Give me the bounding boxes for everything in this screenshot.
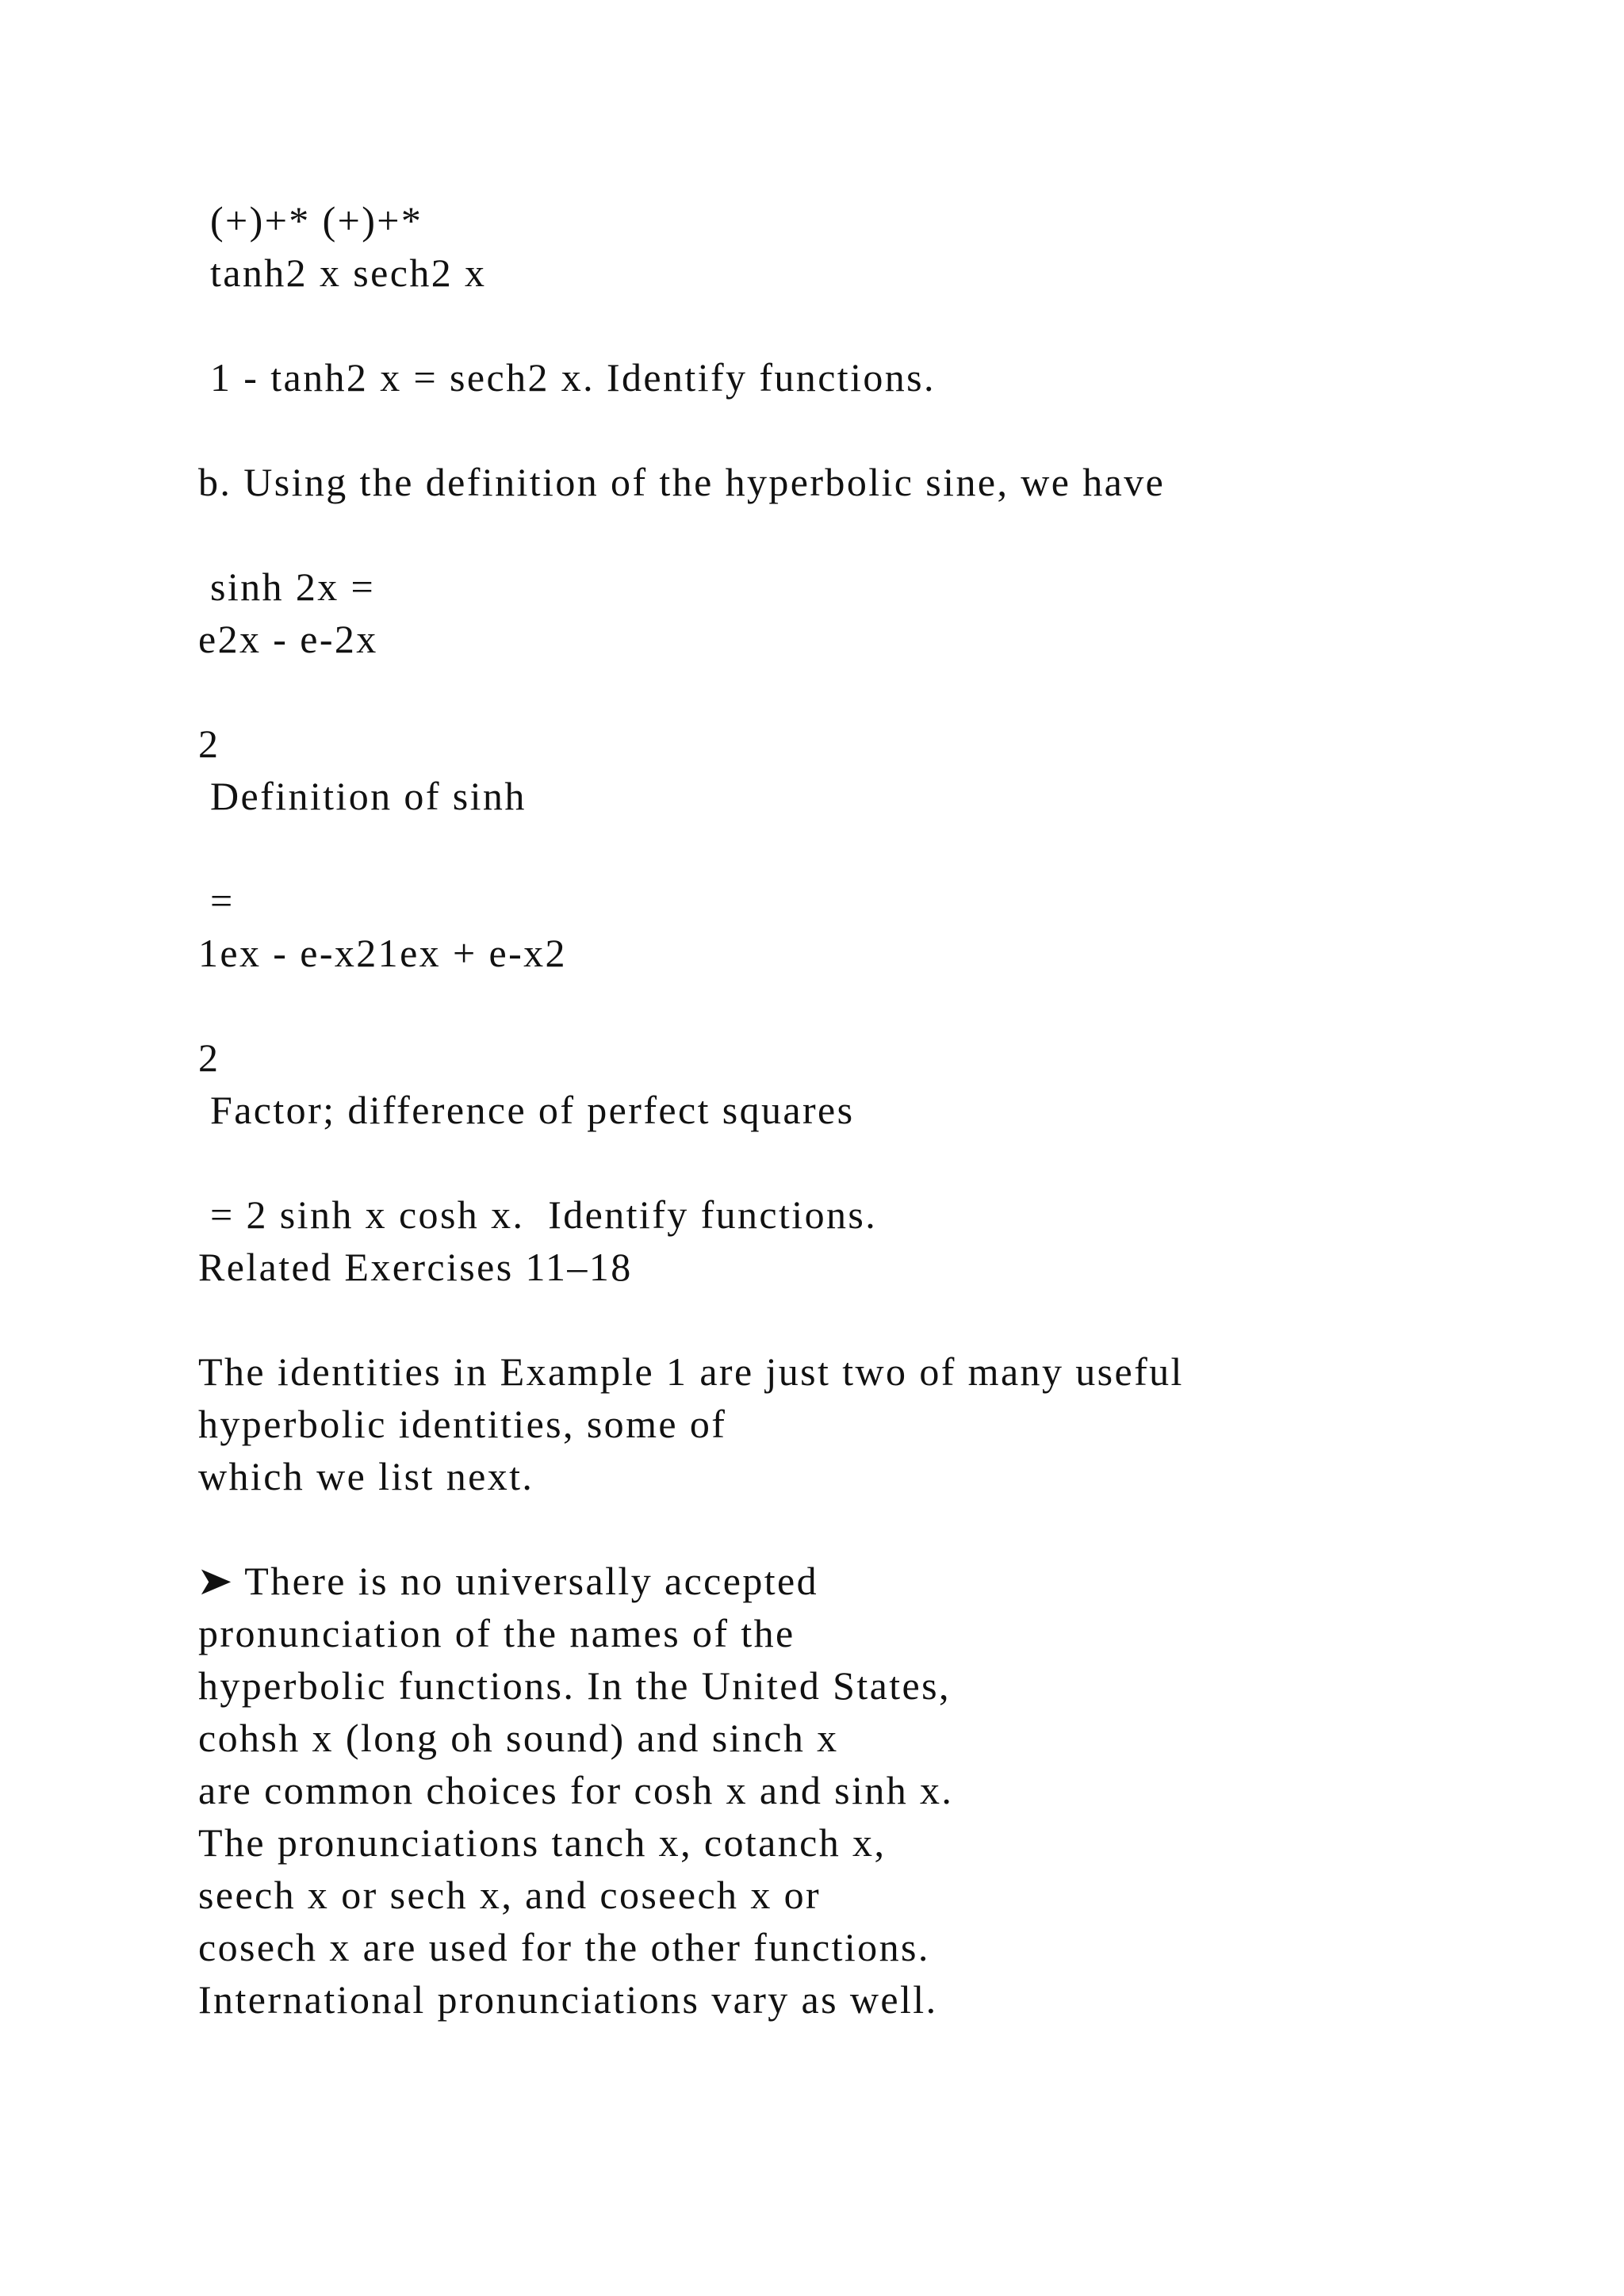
text-line: The pronunciations tanch x, cotanch x, [198, 1820, 887, 1865]
text-line: are common choices for cosh x and sinh x. [198, 1768, 954, 1812]
text-line: 1 - tanh2 x = sech2 x. Identify functions. [210, 355, 936, 400]
text-line: cosech x are used for the other functions. [198, 1925, 930, 1969]
text-line: seech x or sech x, and coseech x or [198, 1873, 822, 1917]
text-line: 2 [198, 1035, 220, 1080]
text-line: tanh2 x sech2 x [210, 251, 487, 295]
text-line: Factor; difference of perfect squares [210, 1088, 855, 1132]
text-line: b. Using the definition of the hyperbolic sine, we have [198, 460, 1166, 504]
arrow-icon: ➤ [196, 1559, 236, 1603]
text-line: e2x - e-2x [198, 617, 378, 661]
text-line: Related Exercises 11–18 [198, 1245, 633, 1289]
text-line: There is no universally accepted [244, 1559, 819, 1603]
margin-note-first-line [198, 1557, 818, 1605]
text-line: = 2 sinh x cosh x. Identify functions. [210, 1192, 878, 1237]
text-line: 2 [198, 721, 220, 766]
text-line: = [210, 878, 235, 923]
text-line: hyperbolic identities, some of [198, 1402, 727, 1446]
text-line: (+)+* (+)+* [210, 198, 423, 243]
text-line: cohsh x (long oh sound) and sinch x [198, 1716, 839, 1760]
text-line: International pronunciations vary as well. [198, 1977, 938, 2022]
text-line: 1ex - e-x21ex + e-x2 [198, 931, 567, 975]
text-line: hyperbolic functions. In the United States, [198, 1663, 951, 1708]
text-line: which we list next. [198, 1454, 534, 1498]
text-line: sinh 2x = [210, 564, 376, 609]
text-line: pronunciation of the names of the [198, 1611, 795, 1655]
text-line: The identities in Example 1 are just two of many useful [198, 1349, 1184, 1394]
text-line: Definition of sinh [210, 774, 527, 818]
